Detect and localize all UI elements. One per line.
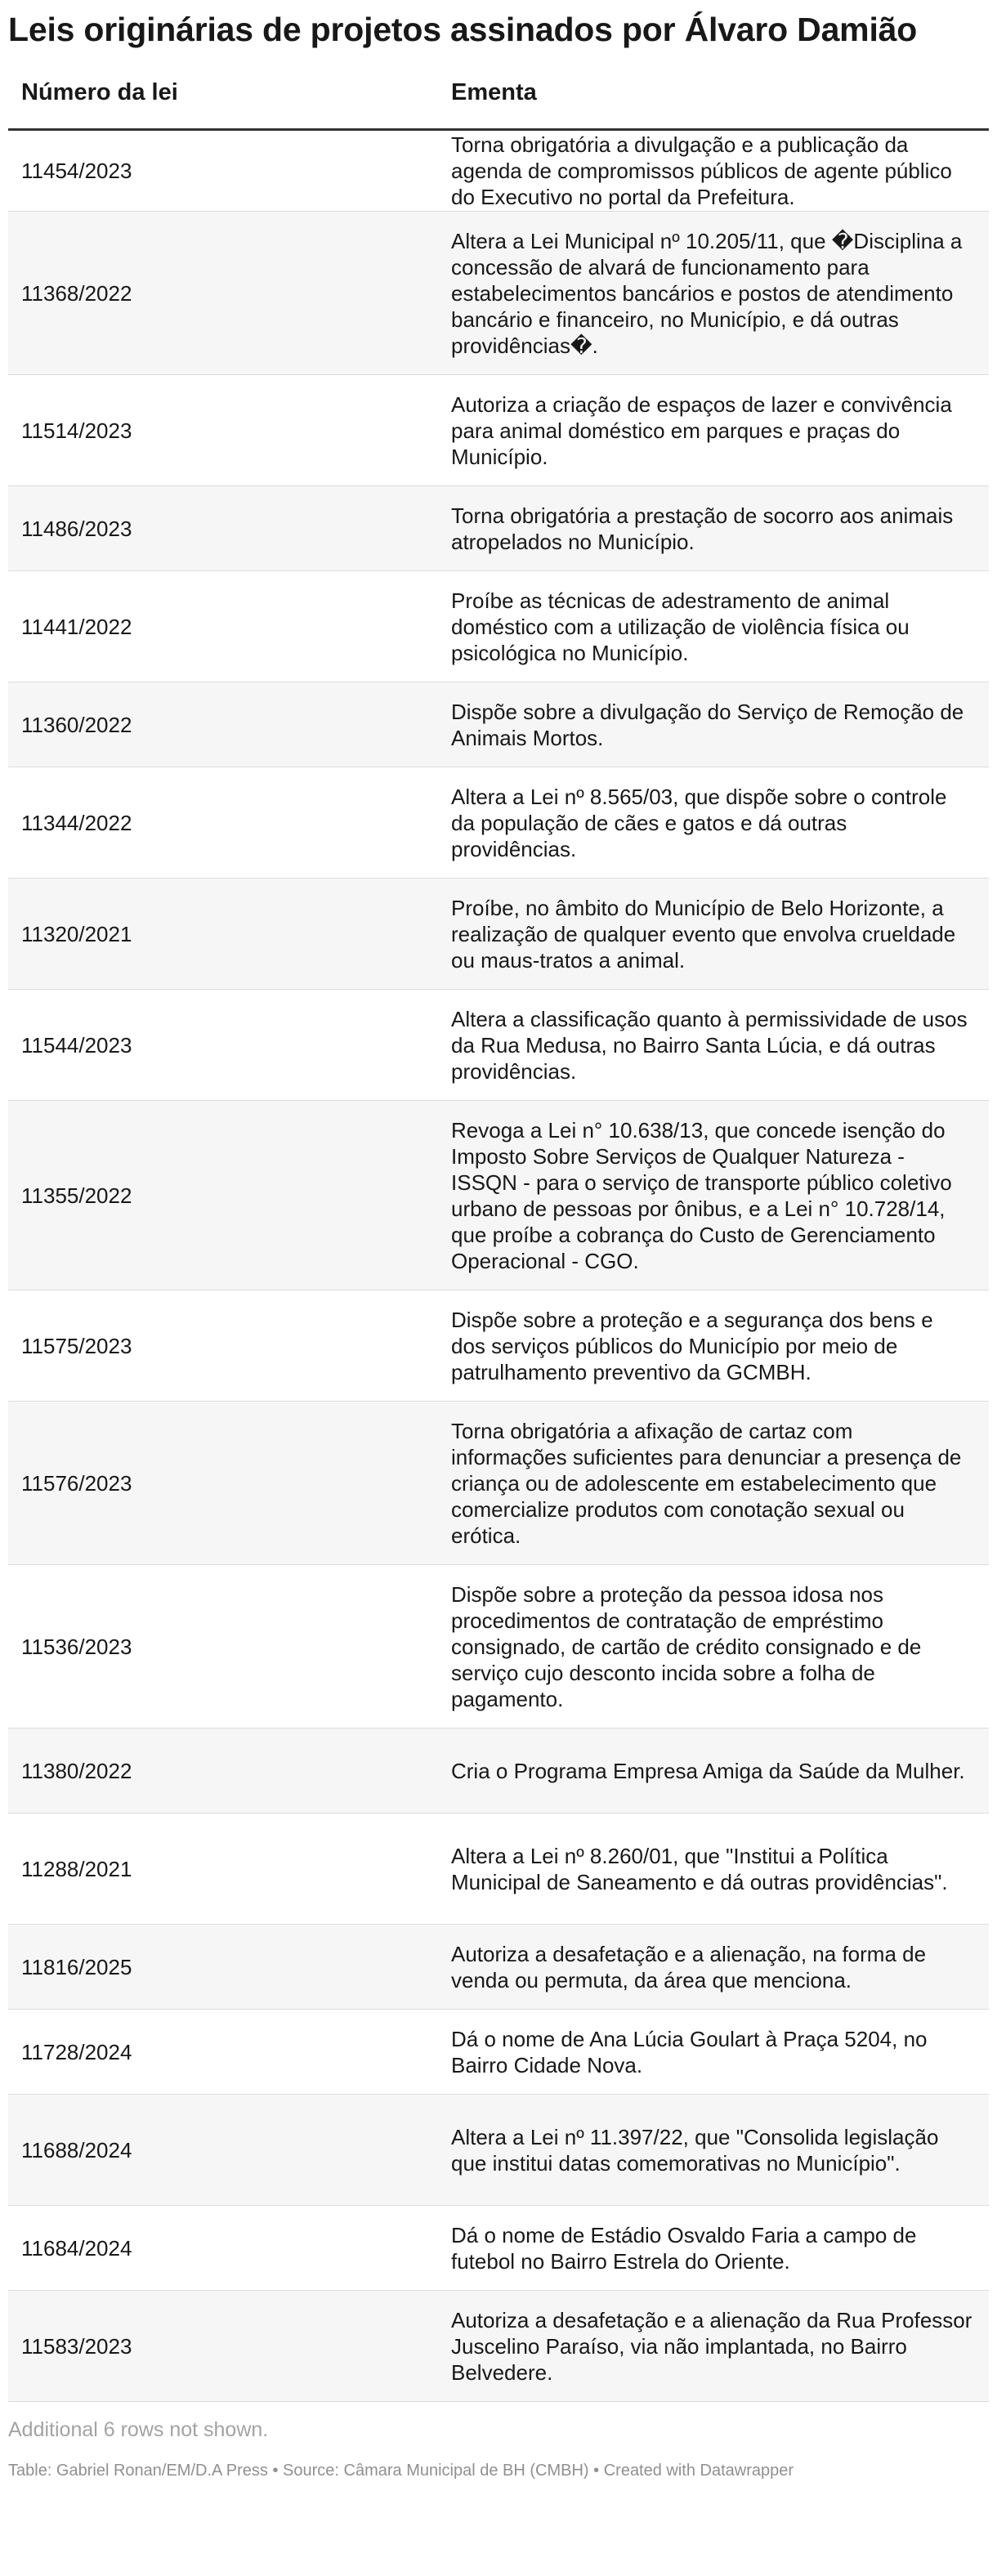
ementa-cell: Revoga a Lei n° 10.638/13, que concede isenção do Imposto Sobre Serviços de Qualquer Natureza - ISSQN - para o serviço de transporte público coletivo urbano de pessoas por ônibus, e a Lei n° 10.728/14, que proíbe a cobrança do Custo de Gerenciamento Operacional - CGO. bbox=[438, 1101, 989, 1290]
law-number-cell: 11344/2022 bbox=[8, 767, 438, 879]
law-number-cell: 11514/2023 bbox=[8, 375, 438, 486]
table-row bbox=[8, 767, 989, 879]
page-title: Leis originárias de projetos assinados por Álvaro Damião bbox=[8, 11, 918, 48]
table-row bbox=[8, 2095, 989, 2206]
ementa-cell: Altera a Lei nº 8.260/01, que "Institui a Política Municipal de Saneamento e dá outras providências". bbox=[438, 1813, 989, 1925]
ementa-cell: Altera a classificação quanto à permissividade de usos da Rua Medusa, no Bairro Santa Lúcia, e dá outras providências. bbox=[438, 990, 989, 1101]
table-row bbox=[8, 1925, 989, 2010]
table-row bbox=[8, 990, 989, 1101]
law-number-cell: 11486/2023 bbox=[8, 486, 438, 571]
law-number-cell: 11576/2023 bbox=[8, 1402, 438, 1565]
table-row bbox=[8, 879, 989, 990]
table-row bbox=[8, 212, 989, 375]
table-row bbox=[8, 1402, 989, 1565]
law-number-cell: 11575/2023 bbox=[8, 1290, 438, 1402]
table-row bbox=[8, 1729, 989, 1813]
table-body bbox=[8, 130, 989, 2402]
table-row bbox=[8, 130, 989, 212]
table-header bbox=[8, 79, 989, 130]
laws-table bbox=[8, 79, 989, 2402]
law-number-cell: 11728/2024 bbox=[8, 2010, 438, 2095]
more-rows-note: Additional 6 rows not shown. bbox=[8, 2418, 269, 2441]
ementa-cell: Proíbe, no âmbito do Município de Belo Horizonte, a realização de qualquer evento que envolva crueldade ou maus-tratos a animal. bbox=[438, 879, 989, 990]
law-number-cell: 11288/2021 bbox=[8, 1813, 438, 1925]
law-number-cell: 11816/2025 bbox=[8, 1925, 438, 2010]
law-number-cell: 11454/2023 bbox=[8, 130, 438, 212]
ementa-cell: Dá o nome de Ana Lúcia Goulart à Praça 5204, no Bairro Cidade Nova. bbox=[438, 2010, 989, 2095]
table-row bbox=[8, 571, 989, 682]
ementa-cell: Dá o nome de Estádio Osvaldo Faria a campo de futebol no Bairro Estrela do Oriente. bbox=[438, 2206, 989, 2291]
ementa-cell: Altera a Lei nº 11.397/22, que "Consolida legislação que institui datas comemorativas no Município". bbox=[438, 2095, 989, 2206]
ementa-cell: Altera a Lei nº 8.565/03, que dispõe sobre o controle da população de cães e gatos e dá outras providências. bbox=[438, 767, 989, 879]
law-number-cell: 11688/2024 bbox=[8, 2095, 438, 2206]
law-number-cell: 11368/2022 bbox=[8, 212, 438, 375]
ementa-cell: Proíbe as técnicas de adestramento de animal doméstico com a utilização de violência física ou psicológica no Município. bbox=[438, 571, 989, 682]
law-number-cell: 11544/2023 bbox=[8, 990, 438, 1101]
table-row bbox=[8, 375, 989, 486]
table-row bbox=[8, 1101, 989, 1290]
table-row bbox=[8, 682, 989, 767]
law-number-cell: 11380/2022 bbox=[8, 1729, 438, 1813]
table-row bbox=[8, 1565, 989, 1729]
footer-credits: Table: Gabriel Ronan/EM/D.A Press • Source: Câmara Municipal de BH (CMBH) • Created with Datawrapper bbox=[8, 2462, 794, 2480]
table-row bbox=[8, 486, 989, 571]
ementa-cell: Torna obrigatória a afixação de cartaz com informações suficientes para denunciar a presença de criança ou de adolescente em estabelecimento que comercialize produtos com conotação sexual ou erótica. bbox=[438, 1402, 989, 1565]
table-row bbox=[8, 1813, 989, 1925]
law-number-cell: 11536/2023 bbox=[8, 1565, 438, 1729]
law-number-cell: 11684/2024 bbox=[8, 2206, 438, 2291]
law-number-cell: 11583/2023 bbox=[8, 2291, 438, 2402]
ementa-cell: Autoriza a desafetação e a alienação, na forma de venda ou permuta, da área que menciona. bbox=[438, 1925, 989, 2010]
table-row bbox=[8, 2010, 989, 2095]
ementa-cell: Dispõe sobre a proteção da pessoa idosa nos procedimentos de contratação de empréstimo consignado, de cartão de crédito consignado e de serviço cujo desconto incida sobre a folha de pagamento. bbox=[438, 1565, 989, 1729]
header-row bbox=[8, 79, 989, 130]
ementa-cell: Torna obrigatória a divulgação e a publicação da agenda de compromissos públicos de agente público do Executivo no portal da Prefeitura. bbox=[438, 130, 989, 212]
table-row bbox=[8, 2291, 989, 2402]
ementa-cell: Torna obrigatória a prestação de socorro aos animais atropelados no Município. bbox=[438, 486, 989, 571]
table-row bbox=[8, 2206, 989, 2291]
law-number-cell: 11360/2022 bbox=[8, 682, 438, 767]
column-header-numero: Número da lei bbox=[8, 79, 438, 130]
law-number-cell: 11441/2022 bbox=[8, 571, 438, 682]
ementa-cell: Dispõe sobre a divulgação do Serviço de Remoção de Animais Mortos. bbox=[438, 682, 989, 767]
ementa-cell: Altera a Lei Municipal nº 10.205/11, que �Disciplina a concessão de alvará de funcionamento para estabelecimentos bancários e postos de atendimento bancário e financeiro, no Município, e dá outras providências�. bbox=[438, 212, 989, 375]
table-row bbox=[8, 1290, 989, 1402]
ementa-cell: Cria o Programa Empresa Amiga da Saúde da Mulher. bbox=[438, 1729, 989, 1813]
ementa-cell: Autoriza a criação de espaços de lazer e convivência para animal doméstico em parques e praças do Município. bbox=[438, 375, 989, 486]
column-header-ementa: Ementa bbox=[438, 79, 989, 130]
ementa-cell: Autoriza a desafetação e a alienação da Rua Professor Juscelino Paraíso, via não implantada, no Bairro Belvedere. bbox=[438, 2291, 989, 2402]
law-number-cell: 11320/2021 bbox=[8, 879, 438, 990]
law-number-cell: 11355/2022 bbox=[8, 1101, 438, 1290]
ementa-cell: Dispõe sobre a proteção e a segurança dos bens e dos serviços públicos do Município por meio de patrulhamento preventivo da GCMBH. bbox=[438, 1290, 989, 1402]
